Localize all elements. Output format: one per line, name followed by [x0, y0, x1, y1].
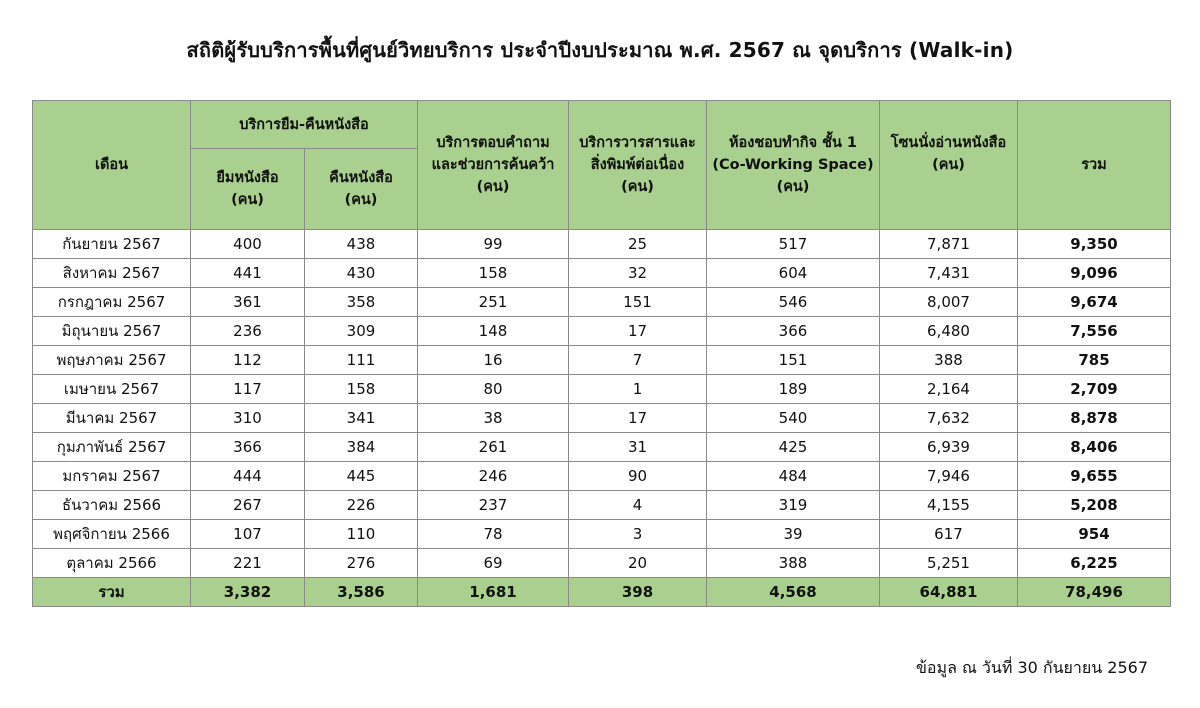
totals-borrow: 3,382 — [191, 578, 305, 607]
totals-grand-total: 78,496 — [1018, 578, 1171, 607]
cell-reading: 7,632 — [880, 404, 1018, 433]
cell-month: เมษายน 2567 — [33, 375, 191, 404]
table-row — [33, 462, 1171, 491]
cell-coworking: 604 — [707, 259, 880, 288]
cell-month: กันยายน 2567 — [33, 230, 191, 259]
header-borrow-return-group: บริการยืม-คืนหนังสือ — [191, 101, 418, 149]
cell-serials: 17 — [569, 404, 707, 433]
cell-coworking: 151 — [707, 346, 880, 375]
cell-reference: 16 — [418, 346, 569, 375]
cell-return: 309 — [305, 317, 418, 346]
header-reference — [418, 101, 569, 230]
cell-borrow: 112 — [191, 346, 305, 375]
header-line: (คน) — [344, 192, 378, 208]
cell-month: สิงหาคม 2567 — [33, 259, 191, 288]
header-return — [305, 149, 418, 230]
cell-reading: 5,251 — [880, 549, 1018, 578]
cell-borrow: 107 — [191, 520, 305, 549]
cell-serials: 20 — [569, 549, 707, 578]
table-body — [33, 230, 1171, 578]
cell-reading: 6,480 — [880, 317, 1018, 346]
cell-serials: 25 — [569, 230, 707, 259]
table-row — [33, 230, 1171, 259]
cell-serials: 7 — [569, 346, 707, 375]
table-row — [33, 317, 1171, 346]
cell-reference: 99 — [418, 230, 569, 259]
cell-reading: 8,007 — [880, 288, 1018, 317]
cell-reading: 7,871 — [880, 230, 1018, 259]
totals-return: 3,586 — [305, 578, 418, 607]
totals-coworking: 4,568 — [707, 578, 880, 607]
cell-total: 7,556 — [1018, 317, 1171, 346]
cell-return: 430 — [305, 259, 418, 288]
cell-month: กรกฎาคม 2567 — [33, 288, 191, 317]
table-row — [33, 491, 1171, 520]
cell-total: 5,208 — [1018, 491, 1171, 520]
cell-total: 6,225 — [1018, 549, 1171, 578]
cell-borrow: 366 — [191, 433, 305, 462]
cell-total: 8,406 — [1018, 433, 1171, 462]
header-line: และช่วยการค้นคว้า — [431, 157, 555, 173]
header-total: รวม — [1018, 101, 1171, 230]
cell-serials: 31 — [569, 433, 707, 462]
cell-reference: 38 — [418, 404, 569, 433]
cell-month: มิถุนายน 2567 — [33, 317, 191, 346]
cell-total: 954 — [1018, 520, 1171, 549]
cell-reference: 246 — [418, 462, 569, 491]
cell-reference: 69 — [418, 549, 569, 578]
header-line: คืนหนังสือ — [329, 170, 393, 186]
header-month: เดือน — [33, 101, 191, 230]
cell-coworking: 319 — [707, 491, 880, 520]
cell-return: 341 — [305, 404, 418, 433]
cell-borrow: 310 — [191, 404, 305, 433]
header-serials — [569, 101, 707, 230]
cell-coworking: 546 — [707, 288, 880, 317]
cell-total: 785 — [1018, 346, 1171, 375]
header-borrow — [191, 149, 305, 230]
cell-reading: 7,946 — [880, 462, 1018, 491]
cell-reference: 158 — [418, 259, 569, 288]
totals-row — [33, 578, 1171, 607]
cell-month: มีนาคม 2567 — [33, 404, 191, 433]
cell-serials: 3 — [569, 520, 707, 549]
cell-return: 358 — [305, 288, 418, 317]
cell-serials: 90 — [569, 462, 707, 491]
cell-month: ธันวาคม 2566 — [33, 491, 191, 520]
cell-total: 2,709 — [1018, 375, 1171, 404]
cell-return: 111 — [305, 346, 418, 375]
cell-reference: 261 — [418, 433, 569, 462]
header-line: ยืมหนังสือ — [216, 170, 279, 186]
totals-serials: 398 — [569, 578, 707, 607]
cell-return: 384 — [305, 433, 418, 462]
cell-borrow: 361 — [191, 288, 305, 317]
table-row — [33, 433, 1171, 462]
table-row — [33, 520, 1171, 549]
cell-total: 8,878 — [1018, 404, 1171, 433]
cell-borrow: 444 — [191, 462, 305, 491]
table-header — [33, 101, 1171, 230]
cell-coworking: 540 — [707, 404, 880, 433]
cell-borrow: 400 — [191, 230, 305, 259]
cell-reference: 237 — [418, 491, 569, 520]
header-line: โซนนั่งอ่านหนังสือ — [890, 135, 1007, 151]
cell-serials: 1 — [569, 375, 707, 404]
cell-month: มกราคม 2567 — [33, 462, 191, 491]
cell-total: 9,674 — [1018, 288, 1171, 317]
totals-reference: 1,681 — [418, 578, 569, 607]
cell-coworking: 517 — [707, 230, 880, 259]
header-line: (คน) — [231, 192, 264, 208]
cell-total: 9,096 — [1018, 259, 1171, 288]
cell-return: 226 — [305, 491, 418, 520]
header-line: (Co-Working Space) — [712, 157, 874, 173]
table-row — [33, 375, 1171, 404]
cell-month: กุมภาพันธ์ 2567 — [33, 433, 191, 462]
cell-serials: 17 — [569, 317, 707, 346]
table-row — [33, 404, 1171, 433]
table-row — [33, 259, 1171, 288]
cell-reading: 4,155 — [880, 491, 1018, 520]
cell-total: 9,350 — [1018, 230, 1171, 259]
cell-reading: 617 — [880, 520, 1018, 549]
cell-reference: 80 — [418, 375, 569, 404]
cell-return: 110 — [305, 520, 418, 549]
cell-reading: 6,939 — [880, 433, 1018, 462]
header-line: (คน) — [621, 179, 654, 195]
page-title: สถิติผู้รับบริการพื้นที่ศูนย์วิทยบริการ ประจำปีงบประมาณ พ.ศ. 2567 ณ จุดบริการ (Walk-in) — [186, 38, 1014, 62]
header-line: (คน) — [932, 157, 965, 173]
cell-serials: 32 — [569, 259, 707, 288]
cell-month: พฤศจิกายน 2566 — [33, 520, 191, 549]
header-line: ห้องชอบทำกิจ ชั้น 1 — [728, 135, 857, 151]
cell-month: พฤษภาคม 2567 — [33, 346, 191, 375]
cell-coworking: 388 — [707, 549, 880, 578]
cell-serials: 4 — [569, 491, 707, 520]
header-line: (คน) — [776, 179, 810, 195]
cell-reading: 2,164 — [880, 375, 1018, 404]
cell-reading: 7,431 — [880, 259, 1018, 288]
statistics-table — [32, 100, 1171, 607]
table-row — [33, 346, 1171, 375]
cell-borrow: 117 — [191, 375, 305, 404]
header-reading-zone — [880, 101, 1018, 230]
header-line: บริการตอบคำถาม — [436, 135, 550, 151]
cell-borrow: 236 — [191, 317, 305, 346]
header-line: สิ่งพิมพ์ต่อเนื่อง — [590, 157, 685, 173]
header-line: (คน) — [476, 179, 510, 195]
cell-coworking: 425 — [707, 433, 880, 462]
cell-borrow: 441 — [191, 259, 305, 288]
totals-reading: 64,881 — [880, 578, 1018, 607]
cell-coworking: 366 — [707, 317, 880, 346]
cell-coworking: 189 — [707, 375, 880, 404]
cell-reading: 388 — [880, 346, 1018, 375]
header-coworking — [707, 101, 880, 230]
cell-return: 445 — [305, 462, 418, 491]
cell-return: 158 — [305, 375, 418, 404]
cell-reference: 78 — [418, 520, 569, 549]
cell-serials: 151 — [569, 288, 707, 317]
table-row — [33, 549, 1171, 578]
table-row — [33, 288, 1171, 317]
totals-label: รวม — [33, 578, 191, 607]
cell-reference: 148 — [418, 317, 569, 346]
cell-month: ตุลาคม 2566 — [33, 549, 191, 578]
cell-borrow: 267 — [191, 491, 305, 520]
header-line: บริการวารสารและ — [579, 135, 696, 151]
data-as-of-note: ข้อมูล ณ วันที่ 30 กันยายน 2567 — [915, 658, 1148, 677]
cell-coworking: 484 — [707, 462, 880, 491]
cell-return: 438 — [305, 230, 418, 259]
cell-reference: 251 — [418, 288, 569, 317]
cell-total: 9,655 — [1018, 462, 1171, 491]
cell-return: 276 — [305, 549, 418, 578]
cell-coworking: 39 — [707, 520, 880, 549]
table-footer — [33, 578, 1171, 607]
cell-borrow: 221 — [191, 549, 305, 578]
